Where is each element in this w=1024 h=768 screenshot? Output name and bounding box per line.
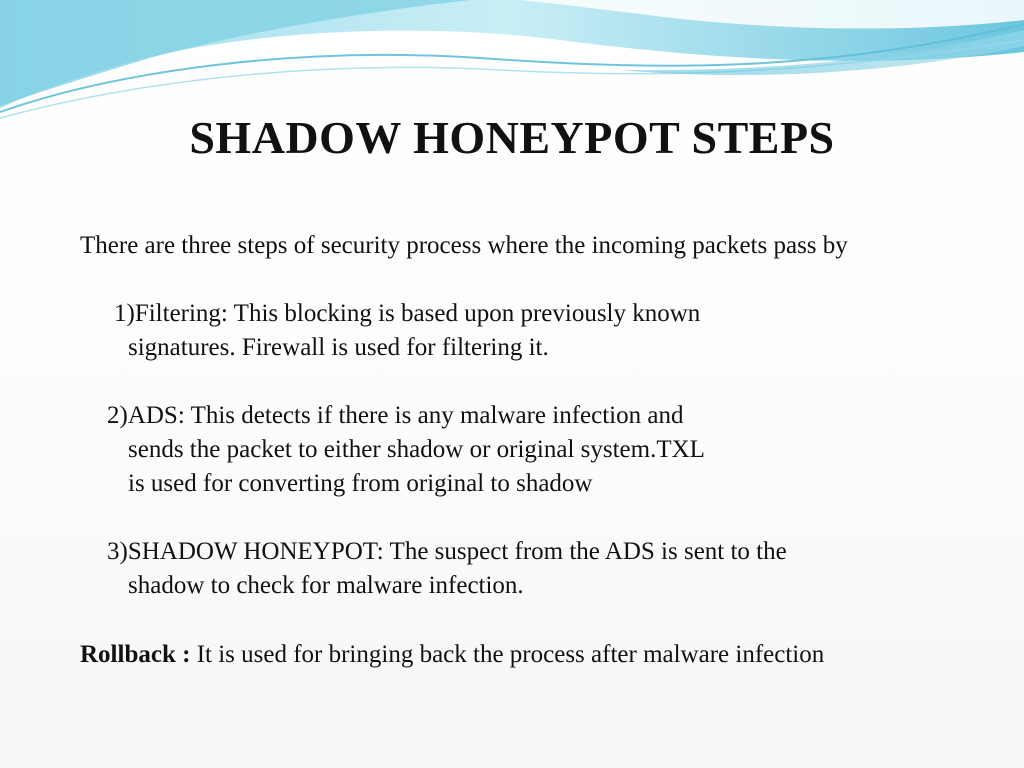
rollback-text: It is used for bringing back the process after malware infection bbox=[190, 641, 825, 668]
step-3-line-1: 3)SHADOW HONEYPOT: The suspect from the ADS is sent to the bbox=[107, 538, 787, 565]
step-2-line-1: 2)ADS: This detects if there is any malware infection and bbox=[107, 402, 684, 429]
slide-title: SHADOW HONEYPOT STEPS bbox=[189, 112, 835, 163]
rollback-label: Rollback : bbox=[80, 641, 191, 668]
step-1-line-1: 1)Filtering: This blocking is based upon previously known bbox=[114, 300, 701, 327]
intro-text: There are three steps of security process where the incoming packets pass by bbox=[80, 232, 848, 259]
step-2-line-2: sends the packet to either shadow or original system.TXL bbox=[128, 436, 705, 463]
rollback-line bbox=[80, 638, 824, 672]
step-1-line-2: signatures. Firewall is used for filtering it. bbox=[128, 334, 549, 361]
step-2-line-3: is used for converting from original to shadow bbox=[128, 470, 593, 497]
step-3-line-2: shadow to check for malware infection. bbox=[128, 572, 524, 599]
